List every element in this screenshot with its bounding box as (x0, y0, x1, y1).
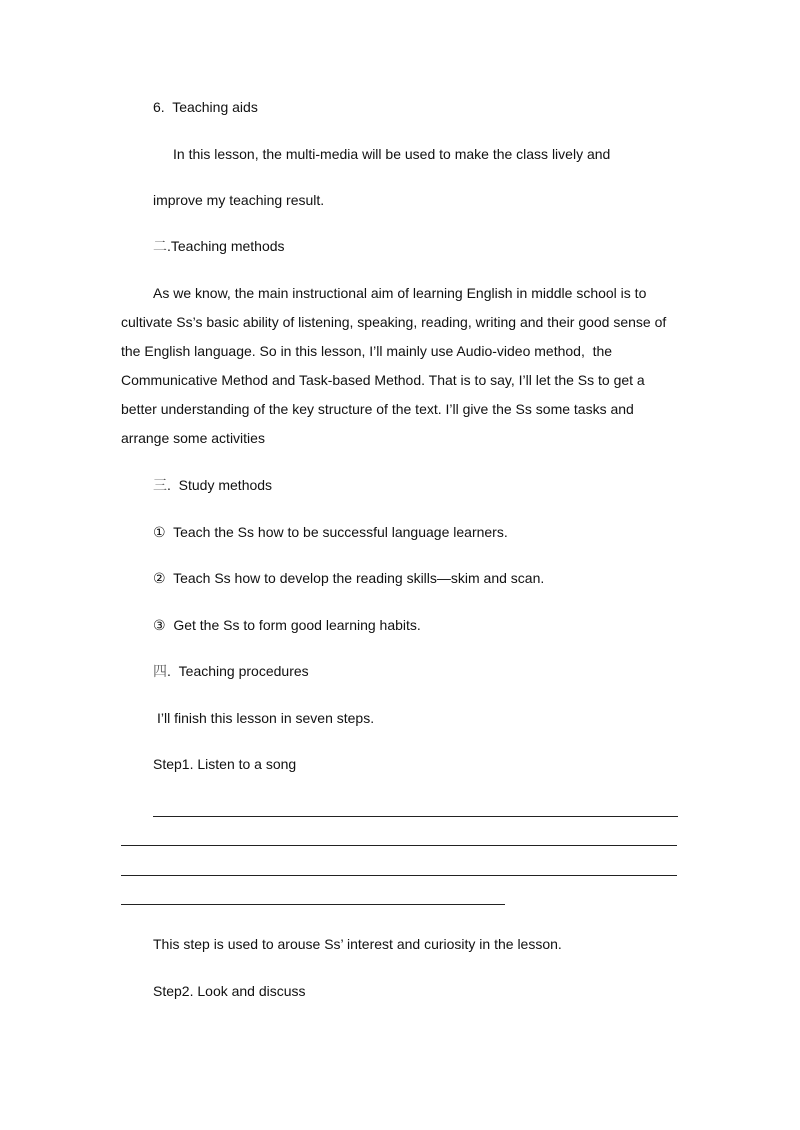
teaching-procedures-heading (153, 663, 309, 679)
blank-answer-line (121, 845, 677, 846)
study-methods-heading (153, 477, 272, 493)
blank-answer-line (153, 816, 678, 817)
teaching-methods-heading (153, 238, 285, 254)
paragraph-line: the English language. So in this lesson, I’ll mainly use Audio-video method, the (121, 343, 613, 359)
section-numeral: 三 (153, 477, 167, 493)
study-method-item: ① Teach the Ss how to be successful language learners. (153, 524, 508, 540)
section-title: .Teaching methods (167, 238, 285, 254)
procedures-intro: I’ll finish this lesson in seven steps. (157, 710, 375, 726)
section-numeral: 四 (153, 663, 167, 679)
paragraph-line: better understanding of the key structure of the text. I’ll give the Ss some tasks and (121, 401, 634, 417)
paragraph-line: Communicative Method and Task-based Method. That is to say, I’ll let the Ss to get a (121, 372, 645, 388)
step-heading: Step2. Look and discuss (153, 983, 306, 999)
paragraph-line: cultivate Ss’s basic ability of listening, speaking, reading, writing and their good sense of (121, 314, 667, 330)
step-heading: Step1. Listen to a song (153, 756, 297, 772)
section-numeral: 二 (153, 238, 167, 254)
teaching-aids-heading: 6. Teaching aids (153, 99, 258, 115)
paragraph-line: arrange some activities (121, 430, 265, 446)
blank-answer-line (121, 875, 677, 876)
study-method-item: ③ Get the Ss to form good learning habits. (153, 617, 421, 633)
paragraph-line: As we know, the main instructional aim of learning English in middle school is to (153, 285, 647, 301)
step-note: This step is used to arouse Ss’ interest and curiosity in the lesson. (153, 936, 562, 952)
section-title: . Study methods (167, 477, 273, 493)
study-method-item: ② Teach Ss how to develop the reading skills—skim and scan. (153, 570, 545, 586)
section-title: . Teaching procedures (167, 663, 309, 679)
teaching-aids-body-line: improve my teaching result. (153, 192, 325, 208)
blank-answer-line (121, 904, 505, 905)
teaching-aids-body-line: In this lesson, the multi-media will be used to make the class lively and (173, 146, 611, 162)
